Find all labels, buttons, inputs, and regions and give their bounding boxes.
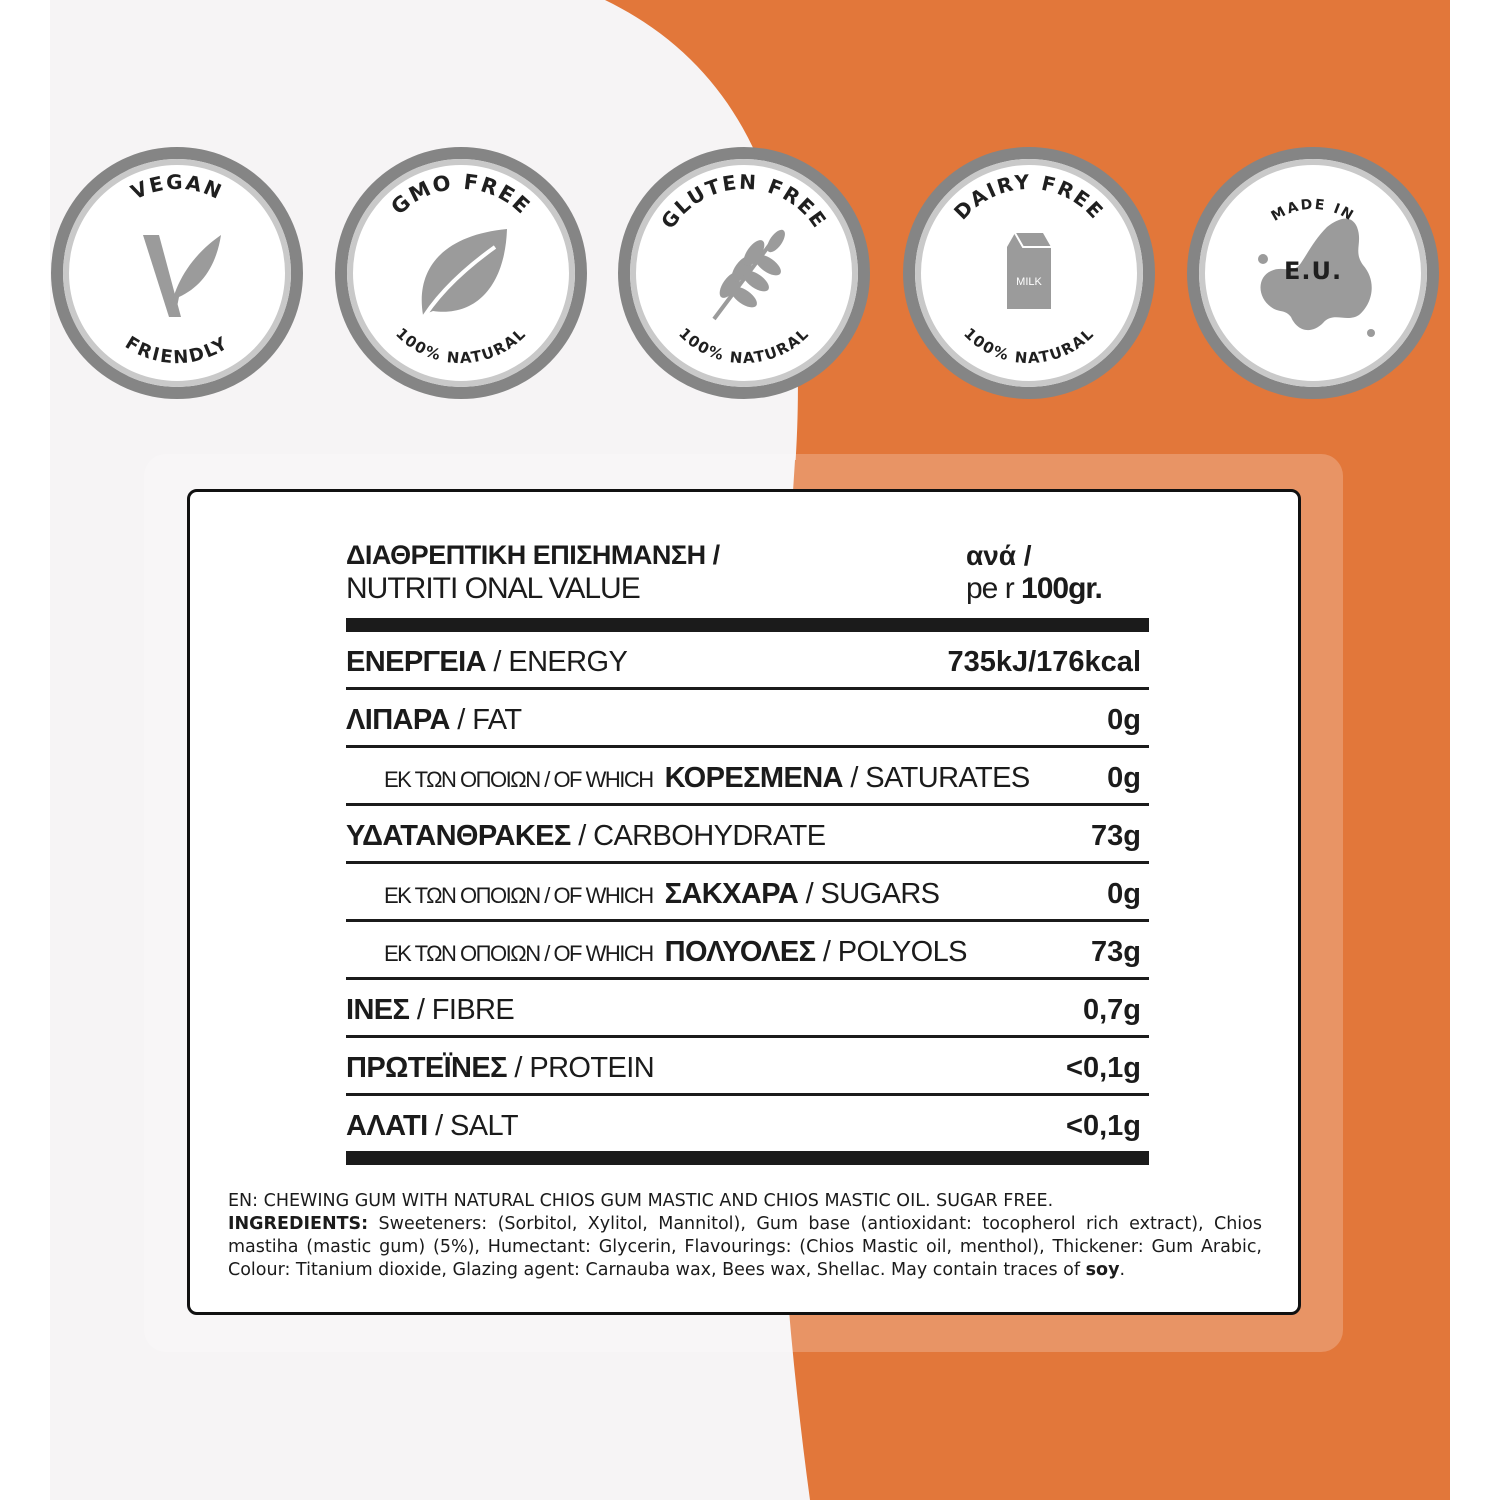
header-english: NUTRITI ONAL VALUE: [346, 572, 640, 605]
nutrient-greek: ΑΛΑΤΙ: [346, 1110, 428, 1142]
nutrition-row: [346, 1038, 1149, 1096]
badge-bottom-text: 100% NATURAL: [392, 324, 530, 368]
gmo-free-badge: [335, 147, 587, 399]
header-divider: [346, 618, 1149, 632]
nutrition-label: [187, 489, 1301, 1315]
badge-top-text: DAIRY FREE: [949, 169, 1110, 225]
nutrient-english: / SATURATES: [850, 762, 1030, 794]
nutrient-label: [346, 1110, 518, 1143]
leaf-icon: [419, 229, 507, 325]
badge-top-text: VEGAN: [127, 169, 227, 205]
nutrient-label: [346, 820, 825, 853]
svg-text:GMO FREE: [386, 170, 535, 220]
nutrient-greek: ΠΡΩΤΕΪΝΕΣ: [346, 1052, 507, 1084]
nutrition-row: [346, 922, 1149, 980]
nutrient-greek: ΛΙΠΑΡΑ: [346, 704, 450, 736]
badge-top-text: MADE IN: [1268, 196, 1358, 225]
footer-divider: [346, 1151, 1149, 1165]
nutrient-label: [346, 994, 514, 1027]
badge-top-text: GLUTEN FREE: [655, 169, 833, 234]
ingredients-label: INGREDIENTS:: [228, 1214, 369, 1234]
per-greek: ανά /: [966, 540, 1032, 571]
dairy-free-badge: [903, 147, 1155, 399]
vegan-friendly-badge: [51, 147, 303, 399]
nutrition-rows: [346, 632, 1149, 1151]
nutrient-english: / POLYOLS: [822, 936, 967, 968]
of-which-prefix: ΕΚ ΤΩΝ ΟΠΟΙΩΝ / OF WHICH: [384, 883, 653, 908]
made-in-eu-badge: [1187, 147, 1439, 399]
of-which-prefix: ΕΚ ΤΩΝ ΟΠΟΙΩΝ / OF WHICH: [384, 941, 653, 966]
nutrition-row: [346, 748, 1149, 806]
nutrient-english: / SUGARS: [805, 878, 940, 910]
allergen: soy: [1085, 1260, 1120, 1280]
nutrient-label: [384, 762, 1030, 795]
ingredients-list: Sweeteners: (Sorbitol, Xylitol, Mannitol), Gum base (antioxidant: tocopherol rich extract), Chios mastiha (mastic gum) (5%), Humectant: Glycerin, Flavourings: (Chios Mastic oil, menthol), Thickener: Gum Arabic, Colour: Titanium dioxide, Glazing agent: Carnauba wax, Bees wax, Shellac. May contain traces of: [228, 1214, 1262, 1280]
vegan-v-leaf-icon: [143, 235, 221, 317]
per-english: pe r 100gr.: [966, 572, 1102, 605]
svg-text:VEGAN: [127, 170, 227, 205]
nutrient-greek: ΕΝΕΡΓΕΙΑ: [346, 646, 486, 678]
product-description: EN: CHEWING GUM WITH NATURAL CHIOS GUM MASTIC AND CHIOS MASTIC OIL. SUGAR FREE.: [228, 1191, 1054, 1211]
badge-bottom-text: 100% NATURAL: [960, 324, 1098, 368]
nutrient-english: / FAT: [457, 704, 522, 736]
nutrient-greek: ΚΟΡΕΣΜΕΝΑ: [664, 762, 843, 794]
badge-top-text: GMO FREE: [386, 169, 536, 220]
nutrition-row: [346, 980, 1149, 1038]
nutrient-value: 0g: [1107, 762, 1141, 794]
nutrient-greek: ΣΑΚΧΑΡΑ: [664, 878, 799, 910]
svg-text:DAIRY FREE: [949, 170, 1109, 225]
nutrient-english: / CARBOHYDRATE: [578, 820, 826, 852]
nutrition-row: [346, 1096, 1149, 1151]
nutrient-greek: ΙΝΕΣ: [346, 994, 410, 1026]
nutrient-label: [384, 936, 967, 969]
header-greek: ΔΙΑΘΡΕΠΤΙΚΗ ΕΠΙΣΗΜΑΝΣΗ /: [346, 540, 720, 570]
nutrient-english: / SALT: [435, 1110, 518, 1142]
nutrient-label: [384, 878, 939, 911]
badge-bottom-text: 100% NATURAL: [675, 324, 813, 368]
nutrient-value: <0,1g: [1066, 1110, 1141, 1142]
nutrient-value: 0g: [1107, 878, 1141, 910]
nutrient-greek: ΥΔΑΤΑΝΘΡΑΚΕΣ: [346, 820, 571, 852]
nutrition-row: [346, 690, 1149, 748]
svg-text:100% NATURAL: [675, 324, 813, 367]
nutrition-table: [346, 538, 1149, 1165]
nutrient-value: 0,7g: [1082, 994, 1141, 1026]
nutrition-header: [346, 538, 1149, 610]
milk-label: MILK: [1016, 276, 1042, 288]
svg-text:MADE IN: [1269, 197, 1358, 225]
nutrient-english: / ENERGY: [493, 646, 628, 678]
svg-text:100% NATURAL: [392, 324, 530, 367]
nutrient-english: / PROTEIN: [514, 1052, 655, 1084]
svg-text:FRIENDLY: [121, 332, 232, 368]
nutrient-label: [346, 704, 521, 737]
svg-text:GLUTEN FREE: [656, 170, 832, 233]
nutrition-row: [346, 806, 1149, 864]
nutrient-label: [346, 646, 627, 679]
nutrient-greek: ΠΟΛΥΟΛΕΣ: [664, 936, 816, 968]
nutrient-english: / FIBRE: [416, 994, 515, 1026]
nutrition-row: [346, 864, 1149, 922]
ingredients-text: EN: CHEWING GUM WITH NATURAL CHIOS GUM MASTIC AND CHIOS MASTIC OIL. SUGAR FREE. INGREDIENTS: Sweeteners: (Sorbitol, Xylitol, Mannitol), Gum base (antioxidant: tocopherol rich extract), Chios mastiha (mastic gum) (5%), Humectant: Glycerin, Flavourings: (Chios Mastic oil, menthol), Thickener: Gum Arabic, Colour: Titanium dioxide, Glazing agent: Carnauba wax, Bees wax, Shellac. May contain traces of soy.: [228, 1191, 1262, 1280]
wheat-icon: [714, 227, 788, 319]
nutrient-value: 735kJ/176kcal: [947, 646, 1141, 678]
badge-bottom-text: FRIENDLY: [121, 332, 233, 369]
of-which-prefix: ΕΚ ΤΩΝ ΟΠΟΙΩΝ / OF WHICH: [384, 767, 653, 792]
nutrient-label: [346, 1052, 654, 1085]
nutrition-row: [346, 632, 1149, 690]
nutrient-value: 0g: [1107, 704, 1141, 736]
milk-carton-icon: [1007, 233, 1051, 309]
gluten-free-badge: [618, 147, 870, 399]
badge-center-text: E.U.: [1283, 257, 1343, 285]
nutrient-value: 73g: [1091, 820, 1141, 852]
svg-text:100% NATURAL: [960, 324, 1098, 367]
nutrient-value: 73g: [1091, 936, 1141, 968]
nutrient-value: <0,1g: [1066, 1052, 1141, 1084]
